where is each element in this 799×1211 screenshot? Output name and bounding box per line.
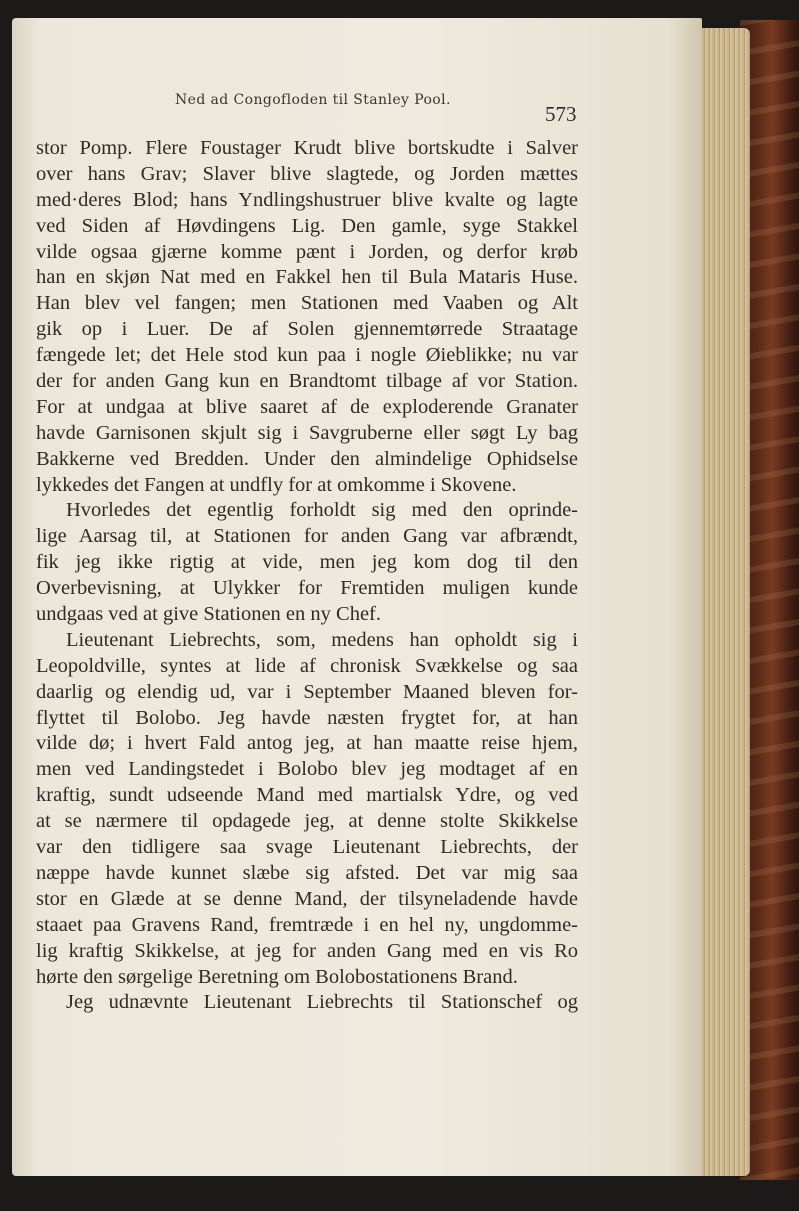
text-line: fik jeg ikke rigtig at vide, men jeg kom dog til den — [36, 551, 578, 574]
text-line: at se nærmere til opdagede jeg, at denne stolte Skikkelse — [36, 810, 578, 833]
text-line: lige Aarsag til, at Stationen for anden Gang var afbrændt, — [36, 525, 578, 548]
text-line: han en skjøn Nat med en Fakkel hen til Bula Mataris Huse. — [36, 266, 578, 289]
text-line: Lieutenant Liebrechts, som, medens han opholdt sig i — [66, 628, 578, 651]
text-line: For at undgaa at blive saaret af de exploderende Granater — [36, 395, 578, 418]
text-line: der for anden Gang kun en Brandtomt tilbage af vor Station. — [36, 370, 578, 393]
text-line: lykkedes det Fangen at undfly for at omkomme i Skovene. — [36, 473, 517, 496]
text-line: stor Pomp. Flere Foustager Krudt blive bortskudte i Salver — [36, 137, 578, 159]
text-line: lig kraftig Skikkelse, at jeg for anden Gang med en vis Ro — [36, 939, 578, 962]
text-line: daarlig og elendig ud, var i September Maaned bleven for- — [36, 680, 578, 703]
text-line: havde Garnisonen skjult sig i Savgruberne eller søgt Ly bag — [36, 421, 578, 444]
text-line: fængede let; det Hele stod kun paa i nogle Øieblikke; nu var — [36, 344, 578, 367]
text-line: Han blev vel fangen; men Stationen med Vaaben og Alt — [36, 292, 578, 315]
text-line: over hans Grav; Slaver blive slagtede, og Jorden mættes — [36, 162, 578, 185]
text-line: næppe havde kunnet slæbe sig afsted. Det var mig saa — [36, 861, 578, 884]
text-line: Leopoldville, syntes at lide af chronisk Svækkelse og saa — [36, 654, 578, 677]
text-line: ved Siden af Høvdingens Lig. Den gamle, syge Stakkel — [36, 214, 578, 237]
text-line: stor en Glæde at se denne Mand, der tilsyneladende havde — [36, 887, 578, 910]
text-line: med·deres Blod; hans Yndlingshustruer blive kvalte og lagte — [36, 188, 578, 211]
text-line: vilde ogsaa gjærne komme pænt i Jorden, og derfor krøb — [36, 240, 578, 263]
text-line: Bakkerne ved Bredden. Under den almindelige Ophidselse — [36, 447, 578, 470]
text-line: staaet paa Gravens Rand, fremtræde i en hel ny, ungdomme- — [36, 913, 578, 936]
text-line: undgaas ved at give Stationen en ny Chef. — [36, 603, 381, 626]
text-line: kraftig, sundt udseende Mand med martialsk Ydre, og ved — [36, 784, 578, 807]
text-line: flyttet til Bolobo. Jeg havde næsten frygtet for, at han — [36, 706, 578, 729]
text-line: gik op i Luer. De af Solen gjennemtørrede Straatage — [36, 318, 578, 341]
text-line: var den tidligere saa svage Lieutenant Liebrechts, der — [36, 836, 578, 859]
text-line: hørte den sørgelige Beretning om Bolobostationens Brand. — [36, 965, 518, 988]
running-title: Ned ad Congofloden til Stanley Pool. — [175, 92, 451, 108]
body-text — [36, 136, 578, 1016]
text-line: vilde dø; i hvert Fald antog jeg, at han maatte reise hjem, — [36, 732, 578, 755]
text-line: Hvorledes det egentlig forholdt sig med den oprinde- — [66, 499, 578, 522]
page-number: 573 — [545, 102, 577, 126]
text-line: Overbevisning, at Ulykker for Fremtiden muligen kunde — [36, 577, 578, 600]
text-line: Jeg udnævnte Lieutenant Liebrechts til Stationschef og — [66, 991, 578, 1014]
text-line: men ved Landingstedet i Bolobo blev jeg modtaget af en — [36, 758, 578, 781]
